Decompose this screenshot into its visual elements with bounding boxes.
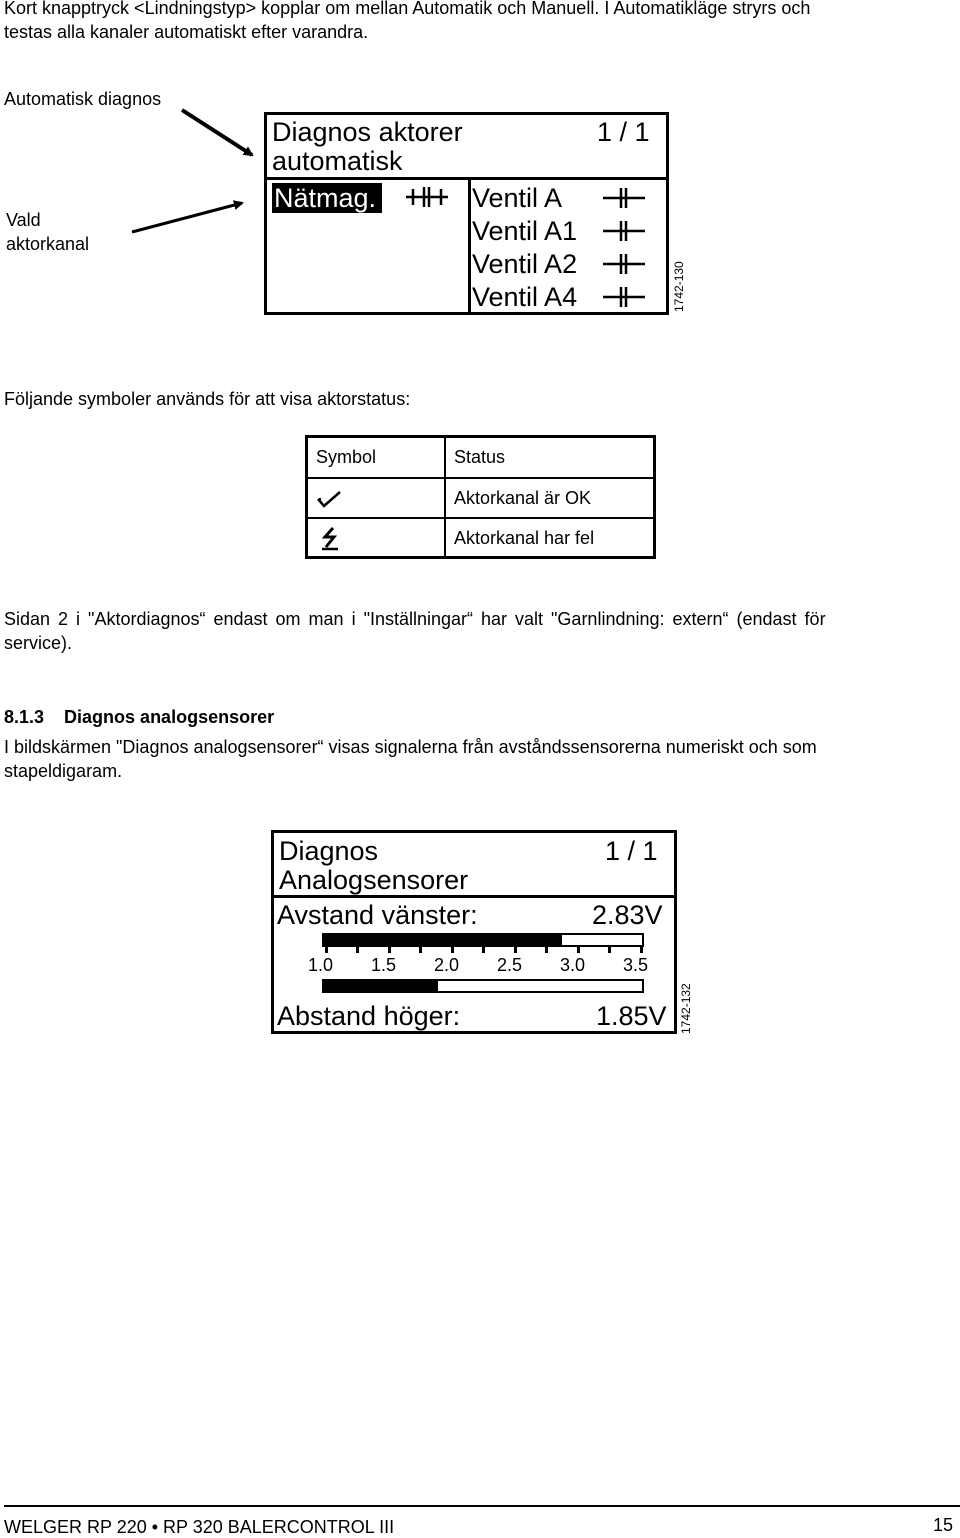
scale-tick xyxy=(514,947,517,953)
figure-id: 1742-132 xyxy=(679,983,693,1034)
scale-tick xyxy=(419,947,422,953)
display-page: 1 / 1 xyxy=(605,836,658,866)
table-row xyxy=(308,519,653,558)
callout-selected-channel-2: aktorkanal xyxy=(6,234,90,254)
section-title: Diagnos analogsensorer xyxy=(64,707,275,727)
scale-tick xyxy=(356,947,359,953)
symbols-intro: Följande symboler används för att visa aktorstatus: xyxy=(4,389,411,409)
header-symbol: Symbol xyxy=(316,447,377,467)
left-sensor-bar-fill xyxy=(324,935,562,945)
scale-label: 2.0 xyxy=(434,955,460,975)
status-ok: Aktorkanal är OK xyxy=(454,488,592,508)
footer-rule xyxy=(4,1505,960,1507)
page-number: 15 xyxy=(933,1515,954,1535)
figure-id: 1742-130 xyxy=(672,261,686,312)
deenergized-icon xyxy=(603,187,645,209)
scale-tick xyxy=(608,947,611,953)
display-title: Diagnos aktorer xyxy=(272,117,463,147)
display-page: 1 / 1 xyxy=(597,117,650,147)
display-title: Diagnos xyxy=(279,836,379,866)
actuator-diagnosis-display xyxy=(264,112,669,315)
symbol-table xyxy=(305,435,656,559)
right-sensor-value: 1.85V xyxy=(596,1001,667,1031)
checkmark-icon xyxy=(316,489,342,509)
table-row xyxy=(308,479,653,518)
scale-label: 1.0 xyxy=(308,955,334,975)
display-subtitle: automatisk xyxy=(272,146,403,176)
energized-icon xyxy=(404,185,450,207)
channel-label: Ventil A xyxy=(472,183,563,213)
footer-title: WELGER RP 220 • RP 320 BALERCONTROL III xyxy=(4,1517,395,1537)
display-subtitle: Analogsensorer xyxy=(279,865,469,895)
deenergized-icon xyxy=(603,220,645,242)
header-status: Status xyxy=(454,447,506,467)
scale-tick xyxy=(451,947,454,953)
table-header-row xyxy=(308,438,653,477)
scale-label: 3.5 xyxy=(623,955,649,975)
selected-channel: Nätmag. xyxy=(272,183,382,213)
callout-automatic-diagnosis: Automatisk diagnos xyxy=(4,89,162,109)
scale-tick xyxy=(482,947,485,953)
right-sensor-bar-fill xyxy=(324,981,438,991)
channel-label: Ventil A4 xyxy=(472,282,578,312)
deenergized-icon xyxy=(603,286,645,308)
intro-line-1: Kort knapptryck <Lindningstyp> kopplar om mellan Automatik och Manuell. I Automatikläge stryrs och xyxy=(4,0,811,18)
left-sensor-label: Avstand vänster: xyxy=(277,900,478,930)
section-line-1: I bildskärmen "Diagnos analogsensorer“ visas signalerna från avståndssensorerna numeriskt och som xyxy=(4,737,817,757)
scale-tick xyxy=(640,947,643,953)
intro-line-2: testas alla kanaler automatiskt efter varandra. xyxy=(4,22,369,42)
callout-selected-channel-1: Vald xyxy=(6,210,41,230)
scale-tick xyxy=(545,947,548,953)
arrow-to-title xyxy=(182,110,252,155)
scale-tick xyxy=(577,947,580,953)
left-sensor-value: 2.83V xyxy=(592,900,663,930)
section-number: 8.1.3 xyxy=(4,707,45,727)
status-fault: Aktorkanal har fel xyxy=(454,528,595,548)
scale-tick xyxy=(388,947,391,953)
right-sensor-label: Abstand höger: xyxy=(277,1001,461,1031)
note-line-2: service). xyxy=(4,633,73,653)
right-sensor-bar xyxy=(322,979,644,993)
section-line-2: stapeldigaram. xyxy=(4,761,123,781)
scale-tick xyxy=(325,947,328,953)
scale-label: 2.5 xyxy=(497,955,523,975)
channel-label: Ventil A1 xyxy=(472,216,578,246)
analog-sensor-display xyxy=(271,830,677,1034)
scale-label: 3.0 xyxy=(560,955,586,975)
fault-icon xyxy=(320,527,340,551)
section-heading xyxy=(4,705,274,729)
note-line-1: Sidan 2 i "Aktordiagnos“ endast om man i "Inställningar“ har valt "Garnlindning: extern“ (endast för xyxy=(4,609,826,629)
deenergized-icon xyxy=(603,253,645,275)
scale-label: 1.5 xyxy=(371,955,397,975)
left-sensor-bar xyxy=(322,933,644,947)
arrow-to-channel xyxy=(132,203,242,232)
channel-label: Ventil A2 xyxy=(472,249,578,279)
callout-arrows xyxy=(0,0,270,260)
